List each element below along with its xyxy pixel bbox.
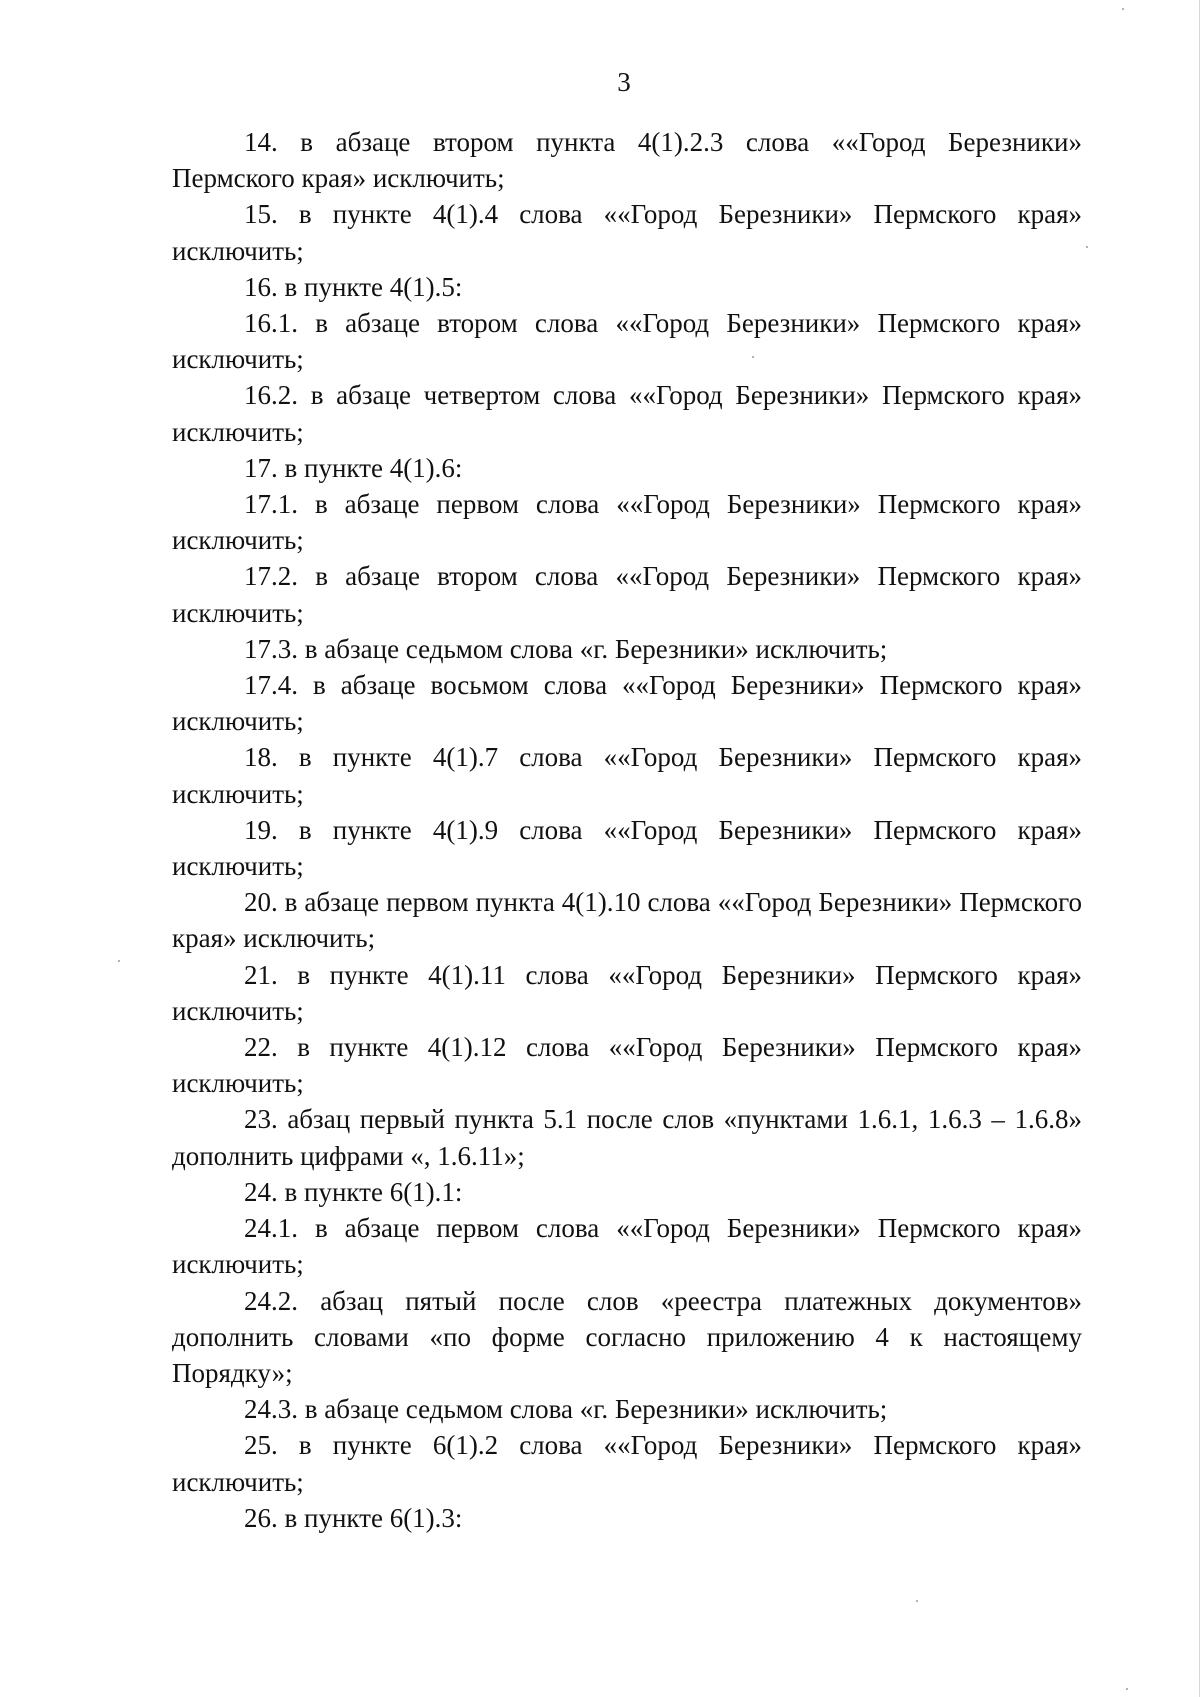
- paragraph-15: 15. в пункте 4(1).4 слова ««Город Березники» Пермского края» исключить;: [172, 199, 1082, 266]
- paragraph-25: 25. в пункте 6(1).2 слова ««Город Березники» Пермского края» исключить;: [172, 1430, 1082, 1497]
- page-number: 3: [617, 67, 631, 97]
- paragraph-17-3: 17.3. в абзаце седьмом слова «г. Березники» исключить;: [244, 633, 888, 664]
- scan-speck: [1086, 246, 1088, 248]
- paragraph-17-1: 17.1. в абзаце первом слова ««Город Березники» Пермского края» исключить;: [172, 489, 1082, 556]
- document-body: [172, 124, 1082, 1536]
- paragraph-24-1: 24.1. в абзаце первом слова ««Город Березники» Пермского края» исключить;: [172, 1213, 1082, 1280]
- paragraph-24-2: 24.2. абзац пятый после слов «реестра платежных документов» дополнить словами «по форме согласно приложению 4 к настоящему Порядку»;: [172, 1285, 1082, 1388]
- paragraph-20: 20. в абзаце первом пункта 4(1).10 слова ««Город Березники» Пермского края» исключить;: [172, 887, 1082, 954]
- paragraph-16: 16. в пункте 4(1).5:: [244, 271, 463, 302]
- paragraph-17-4: 17.4. в абзаце восьмом слова ««Город Березники» Пермского края» исключить;: [172, 670, 1082, 737]
- paragraph-26: 26. в пункте 6(1).3:: [244, 1502, 463, 1533]
- paragraph-21: 21. в пункте 4(1).11 слова ««Город Березники» Пермского края» исключить;: [172, 959, 1082, 1026]
- scan-speck: [752, 356, 754, 358]
- scan-speck: [916, 1600, 918, 1602]
- paragraph-16-1: 16.1. в абзаце втором слова ««Город Березники» Пермского края» исключить;: [172, 308, 1082, 375]
- paragraph-17-2: 17.2. в абзаце втором слова ««Город Березники» Пермского края» исключить;: [172, 561, 1082, 628]
- paragraph-24: 24. в пункте 6(1).1:: [244, 1176, 463, 1207]
- paragraph-24-3: 24.3. в абзаце седьмом слова «г. Березники» исключить;: [244, 1394, 888, 1425]
- paragraph-14: 14. в абзаце втором пункта 4(1).2.3 слова ««Город Березники» Пермского края» исключить;: [172, 127, 1082, 194]
- scan-speck: [1126, 1688, 1128, 1690]
- scan-speck: [118, 960, 120, 962]
- paragraph-23: 23. абзац первый пункта 5.1 после слов «пунктами 1.6.1, 1.6.3 – 1.6.8» дополнить цифрами «, 1.6.11»;: [172, 1104, 1082, 1171]
- paragraph-17: 17. в пункте 4(1).6:: [244, 452, 463, 483]
- scan-speck: [1122, 8, 1124, 10]
- paragraph-16-2: 16.2. в абзаце четвертом слова ««Город Березники» Пермского края» исключить;: [172, 380, 1082, 447]
- paragraph-19: 19. в пункте 4(1).9 слова ««Город Березники» Пермского края» исключить;: [172, 814, 1082, 882]
- paragraph-18: 18. в пункте 4(1).7 слова ««Город Березники» Пермского края» исключить;: [172, 742, 1082, 809]
- paragraph-22: 22. в пункте 4(1).12 слова ««Город Березники» Пермского края» исключить;: [172, 1032, 1082, 1099]
